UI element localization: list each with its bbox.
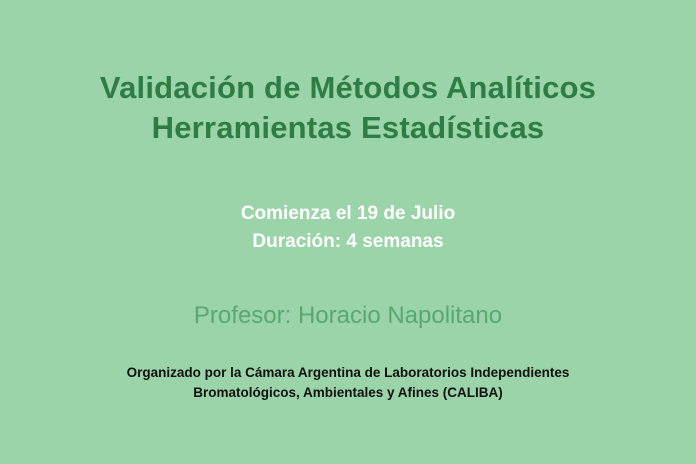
schedule-start-date: Comienza el 19 de Julio xyxy=(240,203,456,224)
slide-professor xyxy=(0,300,696,331)
organizer-line-2: Bromatológicos, Ambientales y Afines (CALIBA) xyxy=(193,384,503,400)
title-line-2: Herramientas Estadísticas xyxy=(151,109,545,145)
slide-title xyxy=(0,68,696,147)
organizer-line-1: Organizado por la Cámara Argentina de Laboratorios Independientes xyxy=(126,365,570,380)
slide-schedule xyxy=(0,200,696,255)
slide-organizer xyxy=(0,363,696,402)
professor-name: Profesor: Horacio Napolitano xyxy=(193,302,503,329)
title-line-1: Validación de Métodos Analíticos xyxy=(99,70,597,105)
schedule-duration: Duración: 4 semanas xyxy=(252,230,444,252)
